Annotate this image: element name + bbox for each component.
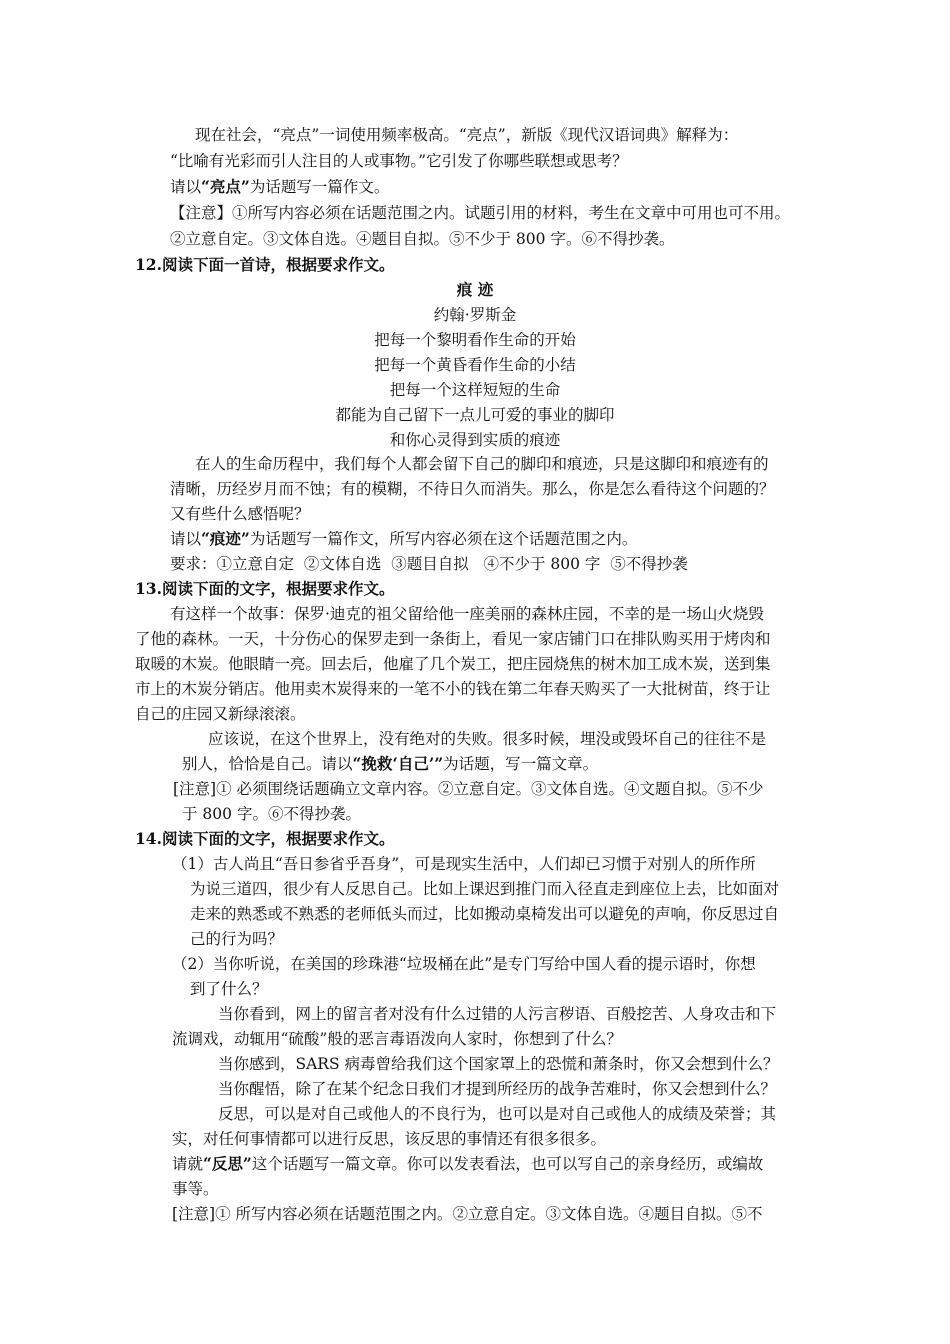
poem-author: 约翰·罗斯金 <box>433 306 517 324</box>
topic-keyword: “反思” <box>203 1154 252 1173</box>
notice-line: 于 800 字。⑥不得抄袭。 <box>182 805 361 823</box>
paragraph-line: 自己的庄园又新绿滚滚。 <box>135 705 306 723</box>
paragraph-line: “比喻有光彩而引人注目的人或事物。”它引发了你哪些联想或思考？ <box>170 152 628 170</box>
poem-line: 把每一个黄昏看作生命的小结 <box>374 356 576 374</box>
poem-line: 和你心灵得到实质的痕迹 <box>389 431 561 449</box>
paragraph-line: 当你醒悟，除了在某个纪念日我们才提到所经历的战争苦难时，你又会想到什么？ <box>218 1080 777 1098</box>
question-heading: 14.阅读下面的文字，根据要求作文。 <box>135 829 395 848</box>
paragraph-line: 事等。 <box>172 1180 219 1198</box>
paragraph-line: 流调戏，动辄用“硫酸”般的恶言毒语泼向人家时，你想到了什么？ <box>172 1030 622 1048</box>
question-heading: 12.阅读下面一首诗，根据要求作文。 <box>135 255 395 274</box>
paragraph-line: 市上的木炭分销店。他用卖木炭得来的一笔不小的钱在第二年春天购买了一大批树苗，终于让 <box>135 680 771 698</box>
paragraph-line: 了他的森林。一天，十分伤心的保罗走到一条街上，看见一家店铺门口在排队购买用于烤肉和 <box>135 630 771 648</box>
topic-keyword: “亮点” <box>201 177 250 196</box>
paragraph-line: 实，对任何事情都可以进行反思，该反思的事情还有很多很多。 <box>172 1130 607 1148</box>
poem-title: 痕 迹 <box>456 280 494 299</box>
paragraph-line: 现在社会，“亮点”一词使用频率极高。“亮点”，新版《现代汉语词典》解释为： <box>195 126 739 144</box>
paragraph-line: 到了什么？ <box>190 980 268 998</box>
poem-line: 都能为自己留下一点儿可爱的事业的脚印 <box>335 406 615 424</box>
instruction-line <box>170 177 389 197</box>
paragraph-line: 应该说，在这个世界上，没有绝对的失败。很多时候，埋没或毁坏自己的往往不是 <box>208 730 767 748</box>
poem-line: 把每一个这样短短的生命 <box>389 381 561 399</box>
poem-line: 把每一个黎明看作生命的开始 <box>374 331 576 349</box>
notice-line: [注意]① 必须围绕话题确立文章内容。②立意自定。③文体自选。④文题自拟。⑤不少 <box>173 780 764 798</box>
instruction-text: 为话题，写一篇文章。 <box>443 755 599 773</box>
instruction-text: 别人，恰恰是自己。请以 <box>182 755 353 773</box>
instruction-text: 请以 <box>170 530 202 548</box>
requirement-line: 要求：①立意自定 ②文体自选 ③题目自拟 ④不少于 800 字 ⑤不得抄袭 <box>170 555 688 573</box>
paragraph-line: 取暖的木炭。他眼睛一亮。回去后，他雇了几个炭工，把庄园烧焦的树木加工成木炭，送到集 <box>135 655 771 673</box>
paragraph-line: 有这样一个故事：保罗·迪克的祖父留给他一座美丽的森林庄园，不幸的是一场山火烧毁 <box>170 605 764 623</box>
paragraph-line: 当你看到，网上的留言者对没有什么过错的人污言秽语、百般挖苦、人身攻击和下 <box>218 1005 777 1023</box>
paragraph-line: 为说三道四，很少有人反思自己。比如上课迟到推门而入径直走到座位上去，比如面对 <box>190 880 780 898</box>
instruction-text: 为话题写一篇作文，所写内容必须在这个话题范围之内。 <box>249 530 638 548</box>
topic-keyword: “挽救‘自己’” <box>352 754 444 773</box>
paragraph-line: （1）古人尚且“吾日参省乎吾身”，可是现实生活中，人们却已习惯于对别人的所作所 <box>172 855 756 873</box>
notice-line: 【注意】①所写内容必须在话题范围之内。试题引用的材料，考生在文章中可用也可不用。 <box>170 204 791 222</box>
paragraph-line: 在人的生命历程中，我们每个人都会留下自己的脚印和痕迹，只是这脚印和痕迹有的 <box>195 455 769 473</box>
notice-line: ②立意自定。③文体自选。④题目自拟。⑤不少于 800 字。⑥不得抄袭。 <box>170 230 675 248</box>
paragraph-line: 又有些什么感悟呢？ <box>170 505 310 523</box>
instruction-text: 请就 <box>172 1155 204 1173</box>
topic-keyword: “痕迹” <box>201 529 250 548</box>
instruction-text: 为话题写一篇作文。 <box>249 178 390 196</box>
paragraph-line: 反思，可以是对自己或他人的不良行为，也可以是对自己或他人的成绩及荣誉；其 <box>218 1105 777 1123</box>
instruction-text: 请以 <box>170 178 202 196</box>
paragraph-line: 清晰，历经岁月而不蚀；有的模糊，不待日久而消失。那么，你是怎么看待这个问题的？ <box>170 480 775 498</box>
paragraph-line: 己的行为吗？ <box>190 930 284 948</box>
paragraph-line: 当你感到，SARS 病毒曾给我们这个国家罩上的恐慌和萧条时，你又会想到什么？ <box>218 1055 779 1073</box>
paragraph-line: （2）当你听说，在美国的珍珠港“垃圾桶在此”是专门写给中国人看的提示语时，你想 <box>172 955 756 973</box>
instruction-line <box>182 754 598 774</box>
instruction-line <box>172 1154 763 1174</box>
instruction-text: 这个话题写一篇文章。你可以发表看法，也可以写自己的亲身经历，或编故 <box>251 1155 764 1173</box>
paragraph-line: 走来的熟悉或不熟悉的老师低头而过，比如搬动桌椅发出可以避免的声响，你反思过自 <box>190 905 780 923</box>
notice-line: [注意]① 所写内容必须在话题范围之内。②立意自定。③文体自选。④题目自拟。⑤不 <box>172 1205 763 1223</box>
instruction-line <box>170 529 637 549</box>
question-heading: 13.阅读下面的文字，根据要求作文。 <box>135 579 395 598</box>
